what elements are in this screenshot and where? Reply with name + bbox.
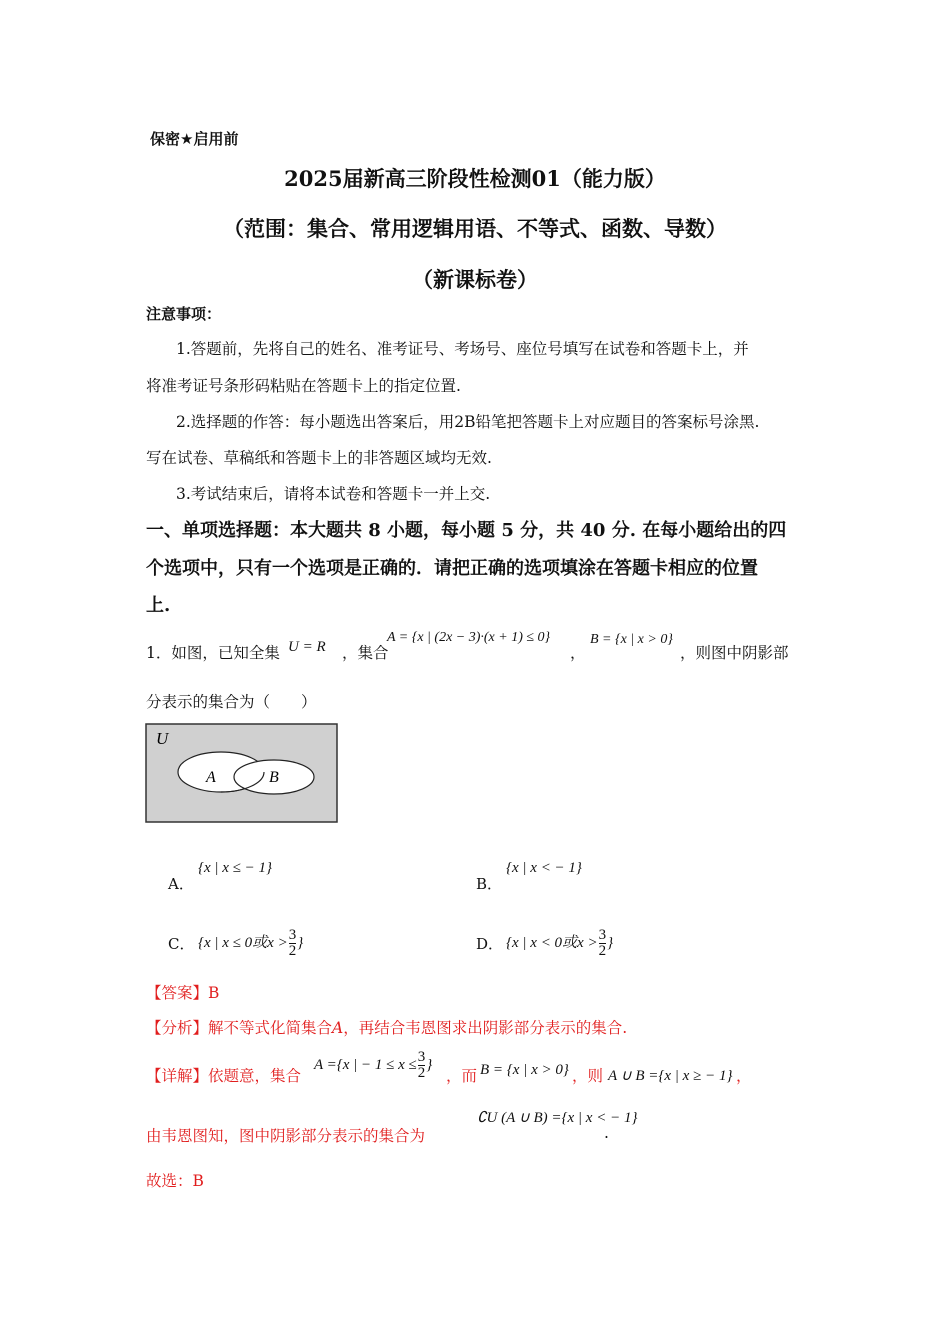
question-1-line-2: 分表示的集合为（ ）: [146, 693, 317, 711]
option-c-math: {x | x ≤ 0或x > $\frac{3}{2}$ }: [198, 927, 304, 959]
venn-diagram: [145, 723, 339, 823]
question-1-suffix: ，则图中阴影部: [680, 644, 789, 662]
notice-heading: 注意事项：: [146, 305, 222, 323]
detail-tag-line: 【详解】依题意，集合: [146, 1067, 302, 1085]
confidential-label: 保密★启用前: [150, 130, 239, 148]
set-b-definition: B = {x | x > 0}: [590, 632, 673, 647]
analysis-tag: 【分析】: [146, 1019, 209, 1037]
final-choice: 故选：B: [146, 1172, 204, 1190]
section-1-heading-line-3: 上.: [146, 595, 171, 616]
complement-period: .: [604, 1124, 609, 1142]
option-b-letter: B．: [476, 875, 503, 893]
detail-set-a: A ={x | − 1 ≤ x ≤ $\frac{3}{2}$ }: [314, 1049, 433, 1081]
notice-item-1-line-2: 将准考证号条形码粘贴在答题卡上的指定位置.: [146, 377, 461, 395]
notice-item-2-line-1: 2.选择题的作答：每小题选出答案后，用2B铅笔把答题卡上对应题目的答案标号涂黑.: [176, 413, 760, 431]
universal-set: U = R: [288, 639, 326, 655]
analysis-line: 【分析】解不等式化简集合A，再结合韦恩图求出阴影部分表示的集合.: [146, 1019, 628, 1037]
notice-item-1-line-1: 1.答题前，先将自己的姓名、准考证号、考场号、座位号填写在试卷和答题卡上，并: [176, 340, 749, 358]
detail-comma: ，: [736, 1067, 752, 1085]
notice-item-2-line-2: 写在试卷、草稿纸和答题卡上的非答题区域均无效.: [146, 449, 492, 467]
venn-conclusion: 由韦恩图知，图中阴影部分表示的集合为: [146, 1127, 426, 1145]
detail-set-b: B = {x | x > 0}: [480, 1062, 569, 1078]
detail-tag: 【详解】: [146, 1067, 209, 1085]
section-1-heading-line-2: 个选项中，只有一个选项是正确的．请把正确的选项填涂在答题卡相应的位置: [146, 558, 758, 579]
option-d-letter: D．: [476, 935, 504, 953]
set-a-definition: A = {x | (2x − 3)·(x + 1) ≤ 0}: [387, 630, 551, 645]
venn-label-u: U: [156, 729, 169, 748]
option-a-math: {x | x ≤ − 1}: [198, 860, 273, 876]
option-c-letter: C．: [168, 935, 195, 953]
answer-value: B: [208, 984, 220, 1002]
exam-scope: （范围：集合、常用逻辑用语、不等式、函数、导数）: [223, 216, 727, 241]
venn-label-a: A: [206, 769, 216, 786]
notice-item-3: 3.考试结束后，请将本试卷和答题卡一并上交.: [176, 485, 491, 503]
option-d-math: {x | x < 0或x > $\frac{3}{2}$ }: [506, 927, 614, 959]
option-a-letter: A．: [168, 875, 194, 893]
answer-line: [146, 981, 219, 1003]
complement-result: ∁U (A ∪ B) ={x | x < − 1}: [477, 1110, 638, 1126]
section-1-heading-line-1: 一、单项选择题：本大题共 8 小题，每小题 5 分，共 40 分. 在每小题给出的四: [146, 520, 787, 541]
exam-title: 2025届新高三阶段性检测01（能力版）: [284, 166, 666, 191]
question-1-prefix: 1．如图，已知全集: [146, 644, 280, 662]
detail-mid: ，而: [446, 1067, 478, 1085]
venn-label-b: B: [269, 769, 279, 786]
question-1-sep: ，: [570, 644, 586, 662]
detail-union: A ∪ B ={x | x ≥ − 1}: [608, 1068, 733, 1084]
answer-tag: 【答案】: [146, 984, 209, 1002]
question-1-mid: ，集合: [342, 644, 389, 662]
detail-then: ，则: [572, 1067, 604, 1085]
option-b-math: {x | x < − 1}: [506, 860, 582, 876]
paper-type: （新课标卷）: [412, 267, 538, 292]
